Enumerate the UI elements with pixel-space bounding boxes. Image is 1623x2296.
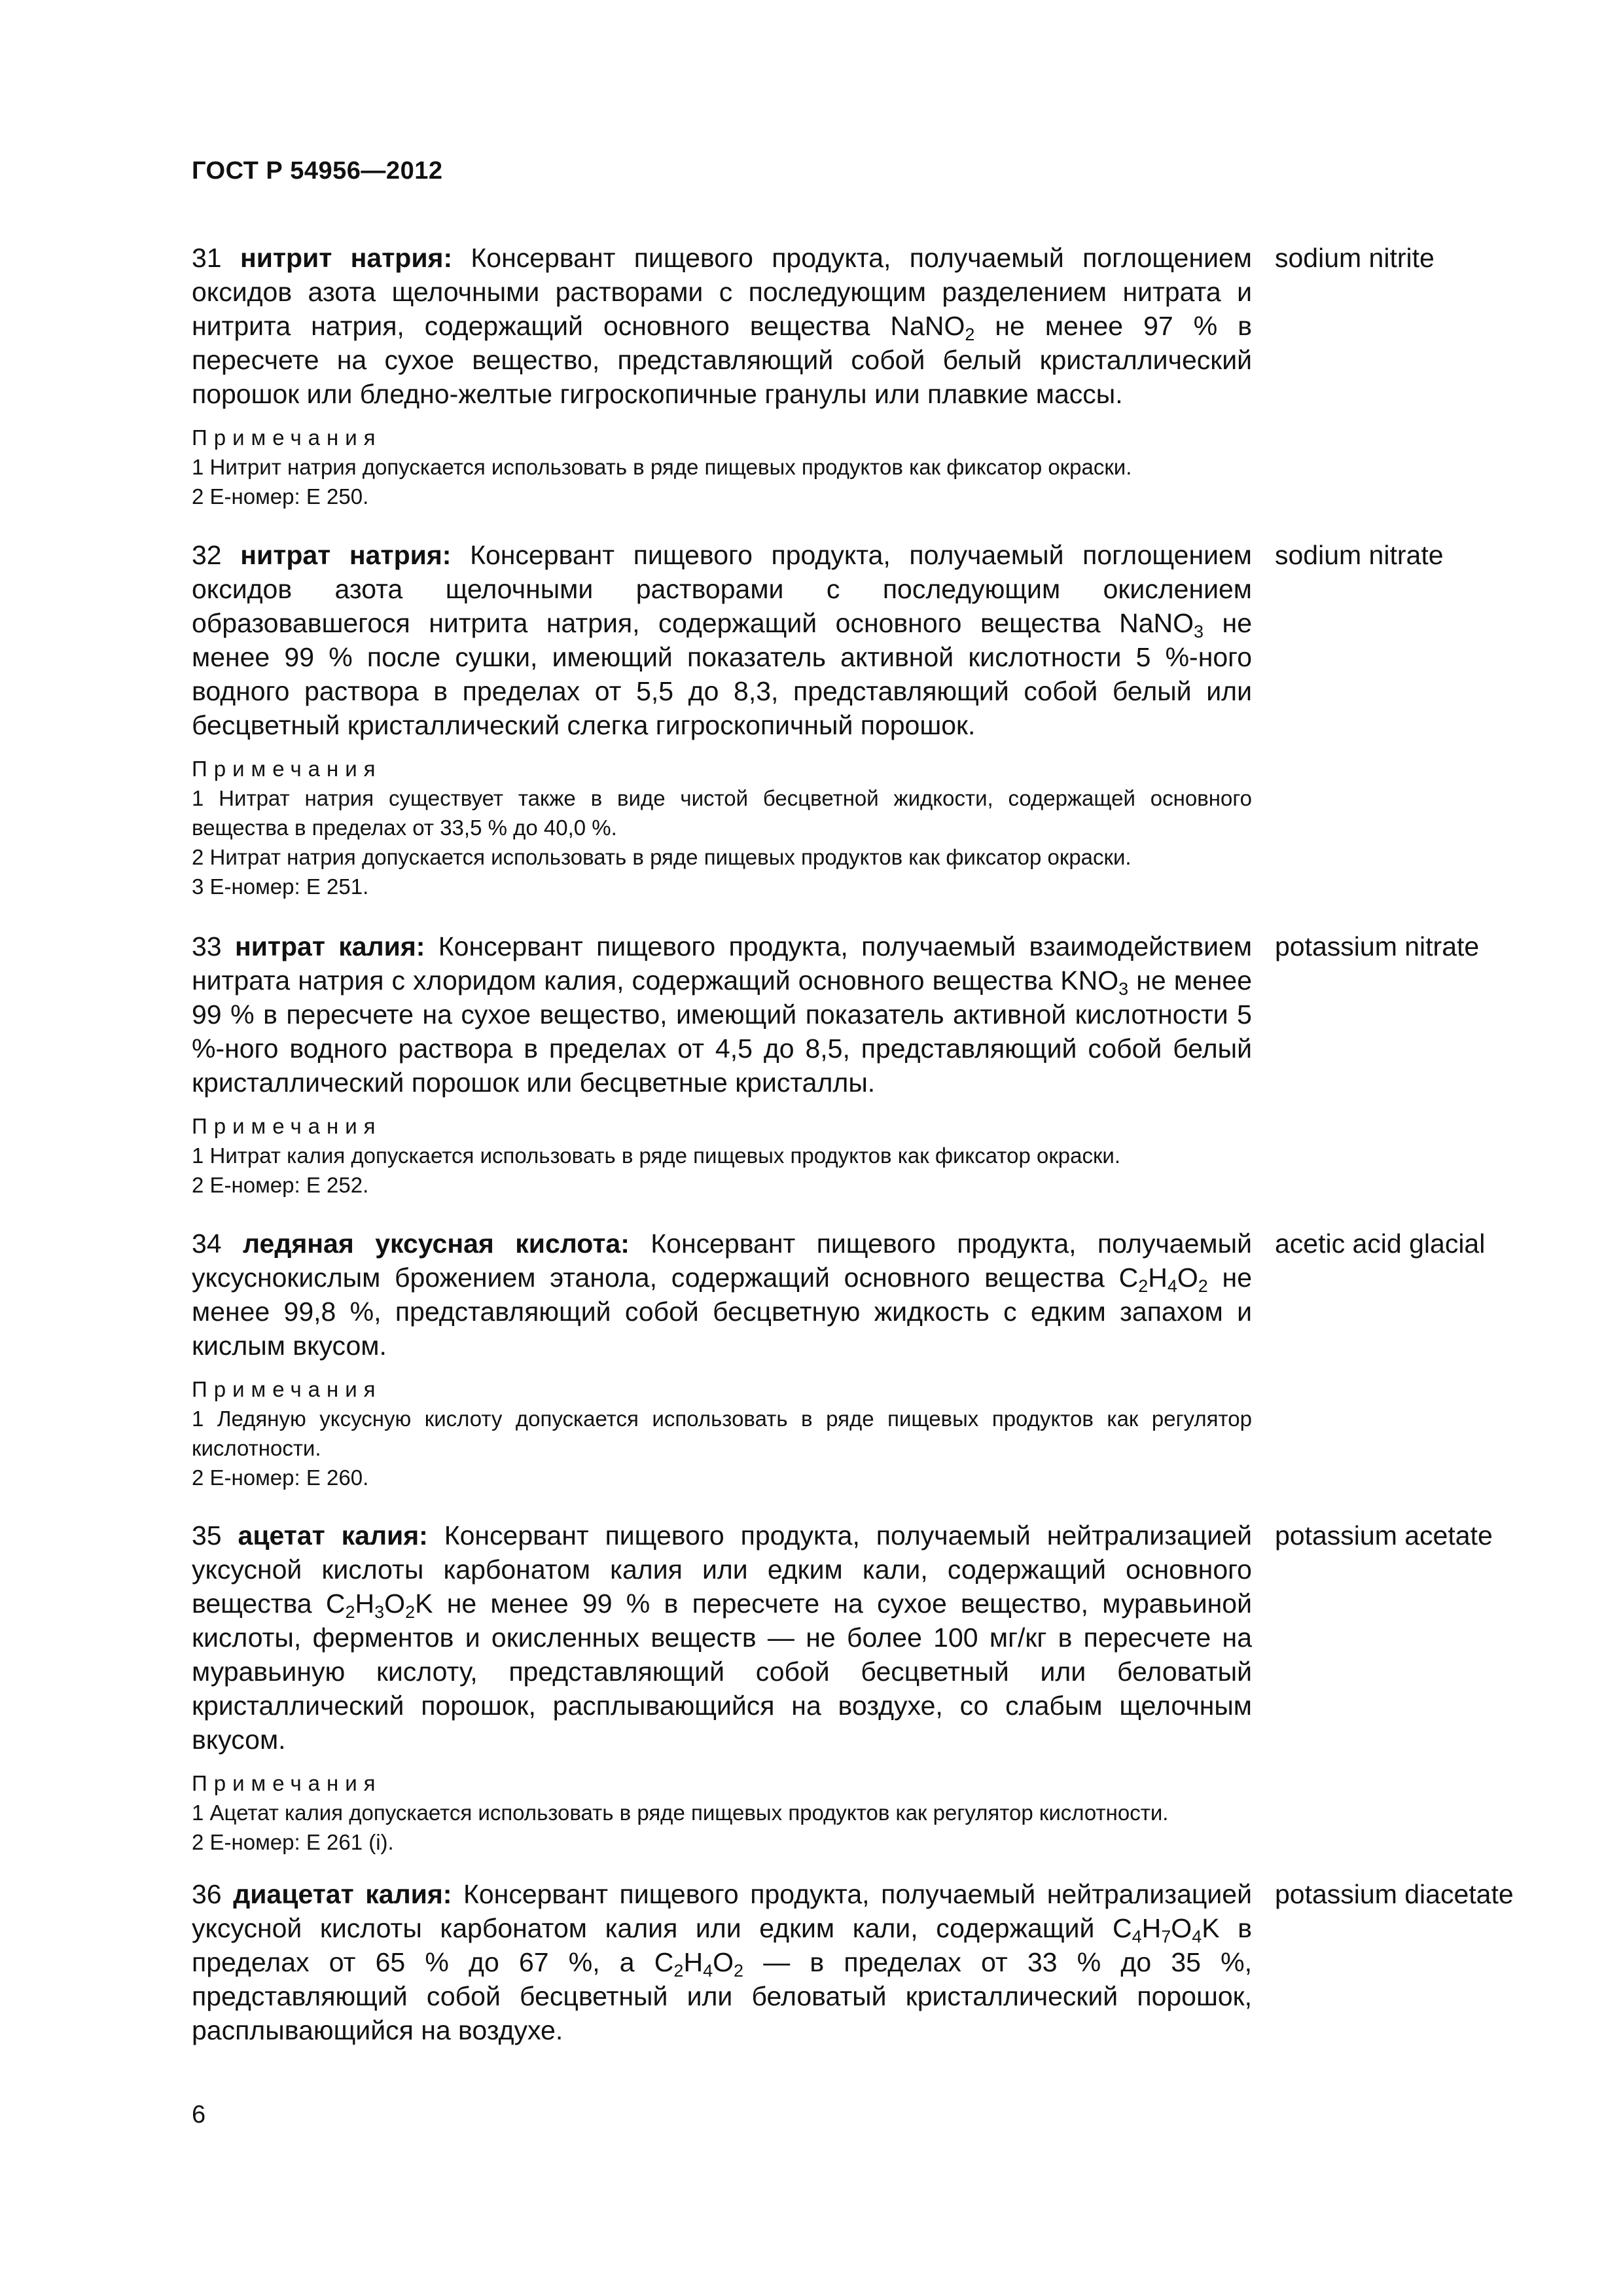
term-entry-31 (192, 241, 1605, 511)
note-line: 2 Е-номер: Е 261 (i). (192, 1830, 394, 1854)
term-number: 34 (192, 1229, 222, 1259)
notes-title: Примечания (192, 1771, 382, 1795)
english-equivalent: sodium nitrite (1275, 243, 1435, 273)
term-definition: 36 диацетат калия: Консервант пищевого продукта, получаемый нейтрализацией уксусной кислоты карбонатом калия или едким кали, содержащий $C_4H_7O_4K$ в пределах от 65 % до 67 %, а $C_2H_4O_2$ — в пределах от 33 % до 35 %, представляющий собой бесцветный или беловатый кристаллический порошок, расплывающийся на воздухе. (192, 1879, 1253, 2045)
note-line: 1 Нитрат натрия существует также в виде чистой бесцветной жидкости, содержащей основного вещества в пределах от 33,5 % до 40,0 %. (192, 786, 1252, 840)
notes-title: Примечания (192, 1114, 382, 1138)
note-line: 2 Е-номер: Е 250. (192, 484, 369, 509)
document-header: ГОСТ Р 54956—2012 (192, 157, 443, 185)
english-equivalent: sodium nitrate (1275, 540, 1444, 570)
term-number: 36 (192, 1879, 222, 1909)
term-number: 31 (192, 243, 222, 273)
note-line: 1 Ацетат калия допускается использовать в ряде пищевых продуктов как регулятор кислотности. (192, 1801, 1169, 1825)
term-definition: 34 ледяная уксусная кислота: Консервант пищевого продукта, получаемый уксуснокислым брожением этанола, содержащий основного вещества $C_2H_4O_2$ не менее 99,8 %, представляющий собой бесцветную жидкость с едким запахом и кислым вкусом. (192, 1229, 1252, 1361)
note-line: 3 Е-номер: Е 251. (192, 874, 369, 899)
note-line: 2 Е-номер: Е 260. (192, 1465, 369, 1490)
english-equivalent: potassium acetate (1275, 1520, 1493, 1551)
term-definition: 32 нитрат натрия: Консервант пищевого продукта, получаемый поглощением оксидов азота щелочными растворами с последующим окислением образовавшегося нитрита натрия, содержащий основного вещества NaNO$_3$ не менее 99 % после сушки, имеющий показатель активной кислотности 5 %-ного водного раствора в пределах от 5,5 до 8,3, представляющий собой белый или бесцветный кристаллический слегка гигроскопичный порошок. (192, 540, 1252, 740)
term-entry-36 (192, 1877, 1605, 2047)
term-definition: 35 ацетат калия: Консервант пищевого продукта, получаемый нейтрализацией уксусной кислоты карбонатом калия или едким кали, содержащий основного вещества $C_2H_3O_2K$ не менее 99 % в пересчете на сухое вещество, муравьиной кислоты, ферментов и окисленных веществ — не более 100 мг/кг в пересчете на муравьиную кислоту, представляющий собой бесцветный или беловатый кристаллический порошок, расплывающийся на воздухе, со слабым щелочным вкусом. (192, 1520, 1252, 1755)
notes-block (192, 754, 1252, 901)
note-line: 2 Е-номер: Е 252. (192, 1173, 369, 1197)
notes-title: Примечания (192, 757, 382, 781)
english-equivalent: acetic acid glacial (1275, 1229, 1486, 1259)
term-number: 35 (192, 1520, 222, 1551)
page-number: 6 (192, 2101, 206, 2128)
note-line: 1 Нитрат калия допускается использовать в ряде пищевых продуктов как фиксатор окраски. (192, 1143, 1121, 1168)
english-equivalent: potassium diacetate (1275, 1879, 1514, 1909)
notes-block (192, 1111, 1252, 1200)
term-entry-35 (192, 1518, 1605, 1857)
term-entry-34 (192, 1227, 1605, 1492)
term-name: диацетат калия: (233, 1879, 452, 1909)
term-name: нитрат натрия: (240, 540, 452, 570)
term-name: ацетат калия: (238, 1520, 428, 1551)
english-equivalent: potassium nitrate (1275, 931, 1480, 961)
term-definition: 31 нитрит натрия: Консервант пищевого продукта, получаемый поглощением оксидов азота щелочными растворами с последующим разделением нитрата и нитрита натрия, содержащий основного вещества NaNO$_2$ не менее 97 % в пересчете на сухое вещество, представляющий собой белый кристаллический порошок или бледно-желтые гигроскопичные гранулы или плавкие массы. (192, 243, 1253, 409)
notes-block (192, 1374, 1252, 1492)
term-name: нитрит натрия: (240, 243, 453, 273)
note-line: 1 Ледяную уксусную кислоту допускается использовать в ряде пищевых продуктов как регулятор кислотности. (192, 1407, 1252, 1460)
notes-title: Примечания (192, 425, 382, 450)
note-line: 1 Нитрит натрия допускается использовать в ряде пищевых продуктов как фиксатор окраски. (192, 455, 1132, 479)
term-number: 32 (192, 540, 222, 570)
note-line: 2 Нитрат натрия допускается использовать в ряде пищевых продуктов как фиксатор окраски. (192, 845, 1132, 869)
notes-title: Примечания (192, 1377, 382, 1401)
term-definition: 33 нитрат калия: Консервант пищевого продукта, получаемый взаимодействием нитрата натрия с хлоридом калия, содержащий основного вещества $KNO_3$ не менее 99 % в пересчете на сухое вещество, имеющий показатель активной кислотности 5 %-ного водного раствора в пределах от 4,5 до 8,5, представляющий собой белый кристаллический порошок или бесцветные кристаллы. (192, 931, 1253, 1098)
term-name: нитрат калия: (234, 931, 425, 961)
term-entry-33 (192, 929, 1605, 1200)
notes-block (192, 423, 1252, 511)
term-number: 33 (192, 931, 222, 961)
term-name: ледяная уксусная кислота: (243, 1229, 630, 1259)
term-entry-32 (192, 538, 1605, 901)
notes-block (192, 1768, 1252, 1857)
